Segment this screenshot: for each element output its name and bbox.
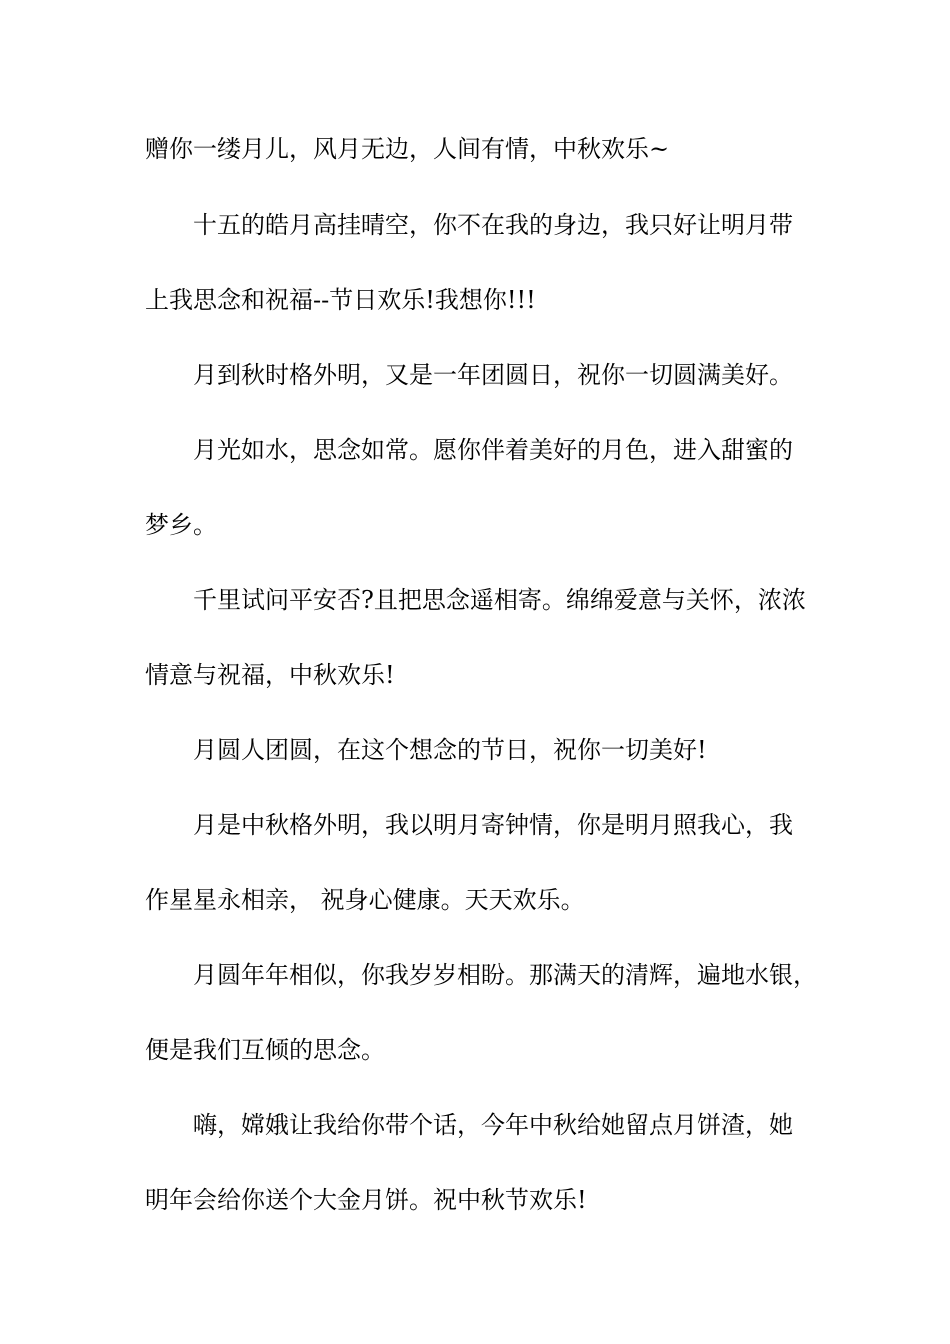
text-line: 情意与祝福，中秋欢乐! bbox=[145, 661, 395, 689]
text-line: 赠你一缕月儿，风月无边，人间有情，中秋欢乐~ bbox=[145, 135, 670, 163]
text-line: 月是中秋格外明，我以明月寄钟情，你是明月照我心，我 bbox=[193, 811, 793, 839]
text-line: 作星星永相亲， 祝身心健康。天天欢乐。 bbox=[145, 886, 585, 914]
text-line: 月圆年年相似，你我岁岁相盼。那满天的清辉，遍地水银， bbox=[193, 961, 817, 989]
text-line: 月圆人团圆，在这个想念的节日，祝你一切美好! bbox=[193, 736, 707, 764]
text-line: 十五的皓月高挂晴空，你不在我的身边，我只好让明月带 bbox=[193, 211, 793, 239]
text-line: 千里试问平安否?且把思念遥相寄。绵绵爱意与关怀，浓浓 bbox=[193, 586, 806, 614]
text-line: 梦乡。 bbox=[145, 511, 217, 539]
text-line: 月光如水，思念如常。愿你伴着美好的月色，进入甜蜜的 bbox=[193, 436, 793, 464]
text-line: 嗨，嫦娥让我给你带个话，今年中秋给她留点月饼渣，她 bbox=[193, 1111, 793, 1139]
text-line: 便是我们互倾的思念。 bbox=[145, 1036, 385, 1064]
text-line: 上我思念和祝福--节日欢乐!我想你!!! bbox=[145, 286, 536, 314]
text-line: 明年会给你送个大金月饼。祝中秋节欢乐! bbox=[145, 1186, 587, 1214]
text-line: 月到秋时格外明，又是一年团圆日，祝你一切圆满美好。 bbox=[193, 361, 793, 389]
